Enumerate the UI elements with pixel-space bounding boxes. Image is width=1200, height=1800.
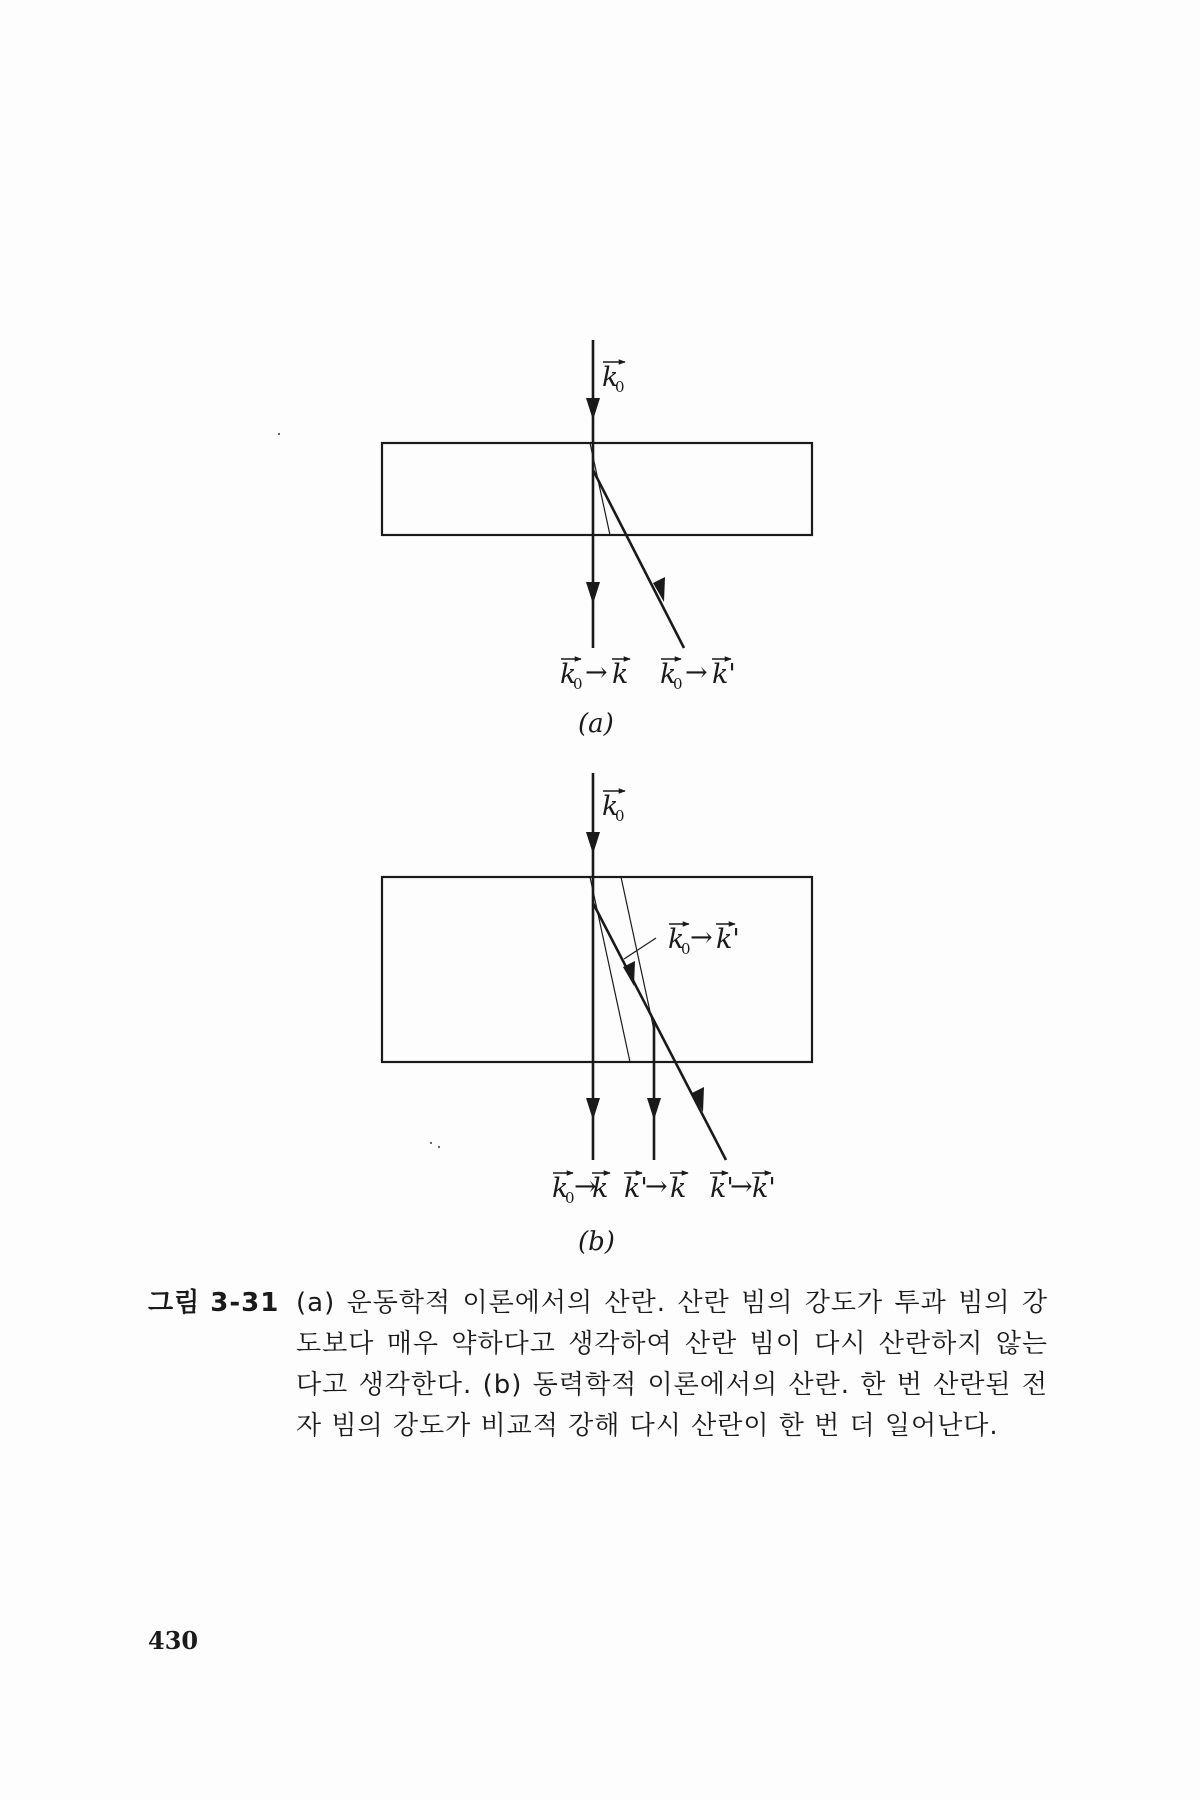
svg-text:k: k [660, 659, 677, 690]
diffracted-beam-a [593, 470, 684, 648]
incident-arrowhead-a [586, 398, 600, 420]
exit-label-a-2 [660, 657, 736, 693]
crystal-slab-a [382, 443, 812, 535]
svg-text:k: k [670, 1173, 687, 1204]
transmitted-arrowhead-a [586, 582, 600, 604]
svg-text:0: 0 [573, 675, 583, 693]
scan-speck [430, 1142, 432, 1144]
figure-number: 그림 3-31 [148, 1288, 280, 1318]
inner-label-b [668, 922, 740, 958]
svg-text:k: k [560, 659, 577, 690]
rescattered-arrowhead-b [647, 1098, 661, 1120]
svg-text:k': k' [712, 659, 736, 690]
transmitted-arrowhead-b [586, 1098, 600, 1120]
exit-label-b-2 [624, 1171, 688, 1204]
exit-label-b-3 [710, 1171, 776, 1204]
caption-text: (a) 운동학적 이론에서의 산란. 산란 빔의 강도가 투과 빔의 강도보다 매우 약하다고 생각하여 산란 빔이 다시 산란하지 않는다고 생각한다. (b) 동력학적 이론에서의 산란. 한 번 산란된 전자 빔의 강도가 비교적 강해 다시 산란이 한 번 더 일어난다. [296, 1288, 1048, 1441]
incident-arrowhead-b [586, 832, 600, 854]
svg-text:k': k' [752, 1173, 776, 1204]
svg-text:k: k [602, 791, 619, 822]
svg-text:k: k [602, 362, 619, 393]
svg-text:k': k' [710, 1173, 734, 1204]
lattice-line-b-1 [590, 877, 630, 1062]
svg-text:0: 0 [673, 675, 683, 693]
svg-text:0: 0 [681, 940, 691, 958]
inner-label-leader-b [624, 938, 656, 959]
svg-text:0: 0 [615, 378, 625, 396]
svg-text:→: → [585, 657, 608, 688]
svg-text:→: → [685, 657, 708, 688]
exit-label-a-1 [560, 657, 630, 693]
panel-label-b: (b) [578, 1227, 615, 1257]
scan-speck [438, 1146, 440, 1148]
svg-text:k: k [668, 924, 685, 955]
incident-label-a [602, 362, 625, 396]
svg-text:0: 0 [565, 1189, 575, 1207]
svg-text:k: k [612, 659, 629, 690]
svg-text:0: 0 [615, 807, 625, 825]
svg-text:→: → [645, 1171, 668, 1202]
exit-label-b-1 [552, 1171, 610, 1207]
scan-speck [278, 433, 280, 435]
svg-text:→: → [690, 922, 713, 953]
incident-label-b [602, 791, 625, 825]
figure-caption [148, 1283, 1048, 1447]
svg-text:→: → [574, 1171, 597, 1202]
svg-text:k': k' [716, 924, 740, 955]
panel-a [382, 340, 812, 739]
crystal-slab-b [382, 877, 812, 1062]
svg-text:k: k [552, 1173, 569, 1204]
lattice-line-b-2 [621, 877, 654, 1030]
svg-text:→: → [730, 1171, 753, 1202]
page-number: 430 [148, 1626, 199, 1655]
svg-text:k': k' [624, 1173, 648, 1204]
panel-b [382, 773, 812, 1257]
svg-text:k: k [592, 1173, 609, 1204]
panel-label-a: (a) [578, 709, 614, 739]
